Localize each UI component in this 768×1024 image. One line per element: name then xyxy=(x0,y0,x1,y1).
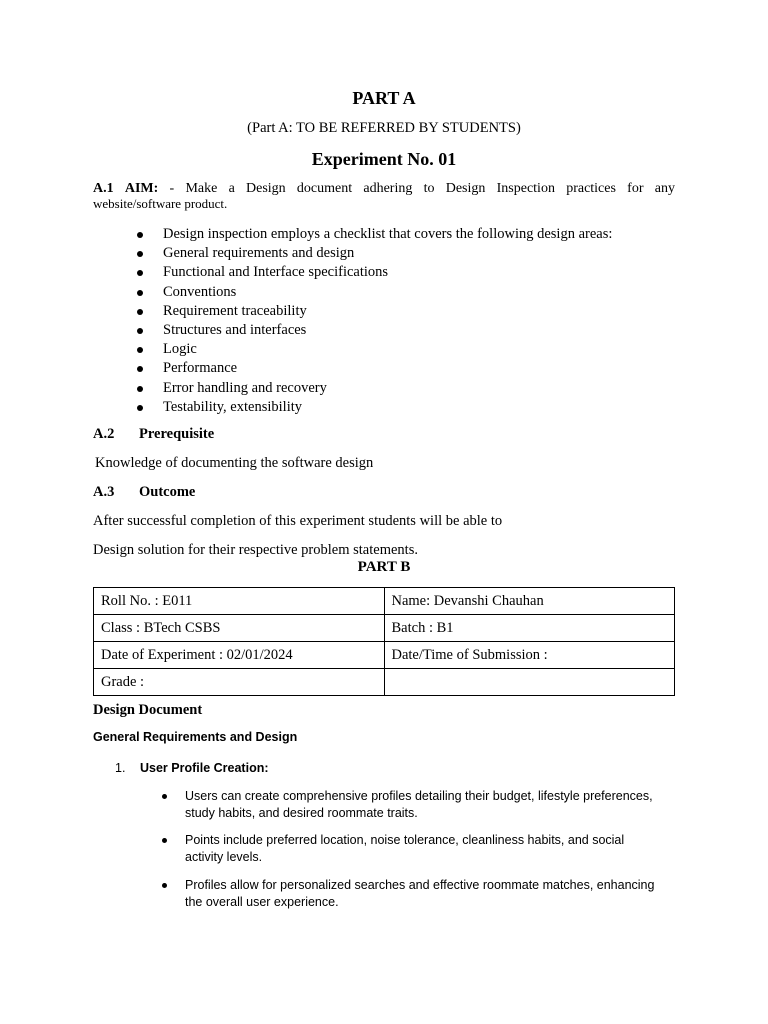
list-item-line: Points include preferred location, noise tolerance, cleanliness habits, and social xyxy=(185,833,625,847)
part-a-heading: PART A xyxy=(352,88,416,108)
aim-line-2: website/software product. xyxy=(93,196,228,211)
table-row xyxy=(94,615,675,642)
bullet-icon xyxy=(162,838,167,843)
aim-word: any xyxy=(654,181,675,196)
aim-word: to xyxy=(423,181,435,196)
table-row xyxy=(94,642,675,669)
general-requirements-heading: General Requirements and Design xyxy=(93,730,298,744)
item-title: User Profile Creation: xyxy=(140,761,269,775)
experiment-title: Experiment No. 01 xyxy=(311,149,457,169)
list-item xyxy=(137,321,612,340)
table-cell-name: Name: Devanshi Chauhan xyxy=(384,588,675,615)
outcome-heading xyxy=(93,484,195,501)
table-cell-empty xyxy=(384,669,675,696)
bullet-icon xyxy=(137,309,143,315)
list-item-line: activity levels. xyxy=(185,850,263,864)
list-item-line: the overall user experience. xyxy=(185,895,339,909)
section-title: Outcome xyxy=(139,484,196,500)
table-cell-class: Class : BTech CSBS xyxy=(94,615,385,642)
prerequisite-text: Knowledge of documenting the software design xyxy=(95,455,374,471)
aim-word: for xyxy=(627,181,644,196)
user-profile-creation-item xyxy=(115,761,269,775)
list-item-text: Performance xyxy=(163,360,238,377)
aim-line-1 xyxy=(93,181,675,196)
student-details-table xyxy=(93,587,675,696)
list-item-text: Functional and Interface specifications xyxy=(163,264,389,281)
aim-word: document xyxy=(296,181,353,196)
list-item-text: Conventions xyxy=(163,283,237,300)
list-item xyxy=(137,359,612,378)
aim-label: AIM: xyxy=(124,181,159,196)
section-number: A.2 xyxy=(93,426,115,442)
list-item xyxy=(137,263,612,282)
table-cell-batch: Batch : B1 xyxy=(384,615,675,642)
list-item xyxy=(137,244,612,263)
aim-paragraph xyxy=(93,181,675,211)
bullet-icon xyxy=(137,251,143,257)
list-item xyxy=(162,788,654,832)
list-item-text: General requirements and design xyxy=(163,245,355,262)
list-item-text: Structures and interfaces xyxy=(163,321,307,338)
design-areas-checklist xyxy=(137,225,612,417)
aim-word: adhering xyxy=(363,181,413,196)
table-row xyxy=(94,669,675,696)
aim-word: a xyxy=(228,181,235,196)
design-document-heading: Design Document xyxy=(93,702,203,718)
list-item xyxy=(137,379,612,398)
aim-word: Inspection xyxy=(496,181,555,196)
table-cell-submission-time: Date/Time of Submission : xyxy=(384,642,675,669)
bullet-icon xyxy=(137,290,143,296)
bullet-icon xyxy=(137,232,143,238)
list-item xyxy=(162,877,654,911)
bullet-icon xyxy=(162,794,167,799)
list-item-text: Logic xyxy=(163,341,197,358)
list-item xyxy=(137,398,612,417)
aim-number: A.1 xyxy=(93,181,114,196)
aim-word: practices xyxy=(566,181,616,196)
list-item xyxy=(137,283,612,302)
bullet-icon xyxy=(137,347,143,353)
aim-word: Make xyxy=(185,181,218,196)
list-item xyxy=(162,832,654,877)
prerequisite-heading xyxy=(93,426,214,443)
list-item-text: Error handling and recovery xyxy=(163,379,327,396)
item-number: 1. xyxy=(115,761,126,775)
outcome-text-line-1: After successful completion of this experiment students will be able to xyxy=(93,513,503,529)
bullet-icon xyxy=(137,270,143,276)
list-item-line: Users can create comprehensive profiles detailing their budget, lifestyle preferences, xyxy=(185,789,653,803)
section-title: Prerequisite xyxy=(139,426,215,442)
table-cell-grade: Grade : xyxy=(94,669,385,696)
list-item xyxy=(137,302,612,321)
part-a-subtitle: (Part A: TO BE REFERRED BY STUDENTS) xyxy=(247,120,521,136)
list-item-text: Design inspection employs a checklist that covers the following design areas: xyxy=(163,226,613,242)
aim-word: Design xyxy=(445,181,486,196)
bullet-icon xyxy=(137,386,143,392)
list-item-line: study habits, and desired roommate traits. xyxy=(185,806,418,820)
bullet-icon xyxy=(137,366,143,372)
list-item-line: Profiles allow for personalized searches and effective roommate matches, enhancing xyxy=(185,878,655,892)
table-cell-roll-no: Roll No. : E011 xyxy=(94,588,385,615)
list-item-text: Testability, extensibility xyxy=(163,398,302,415)
bullet-icon xyxy=(137,405,143,411)
list-item xyxy=(137,225,612,244)
table-cell-date-of-experiment: Date of Experiment : 02/01/2024 xyxy=(94,642,385,669)
outcome-text-line-2: Design solution for their respective problem statements. xyxy=(93,542,418,558)
part-b-heading: PART B xyxy=(357,559,411,575)
bullet-icon xyxy=(162,883,167,888)
aim-word: - xyxy=(169,181,175,196)
list-item xyxy=(137,340,612,359)
aim-word: Design xyxy=(246,181,286,196)
table-row xyxy=(94,588,675,615)
list-item-text: Requirement traceability xyxy=(163,302,307,319)
bullet-icon xyxy=(137,328,143,334)
user-profile-points xyxy=(162,788,654,911)
section-number: A.3 xyxy=(93,484,115,500)
